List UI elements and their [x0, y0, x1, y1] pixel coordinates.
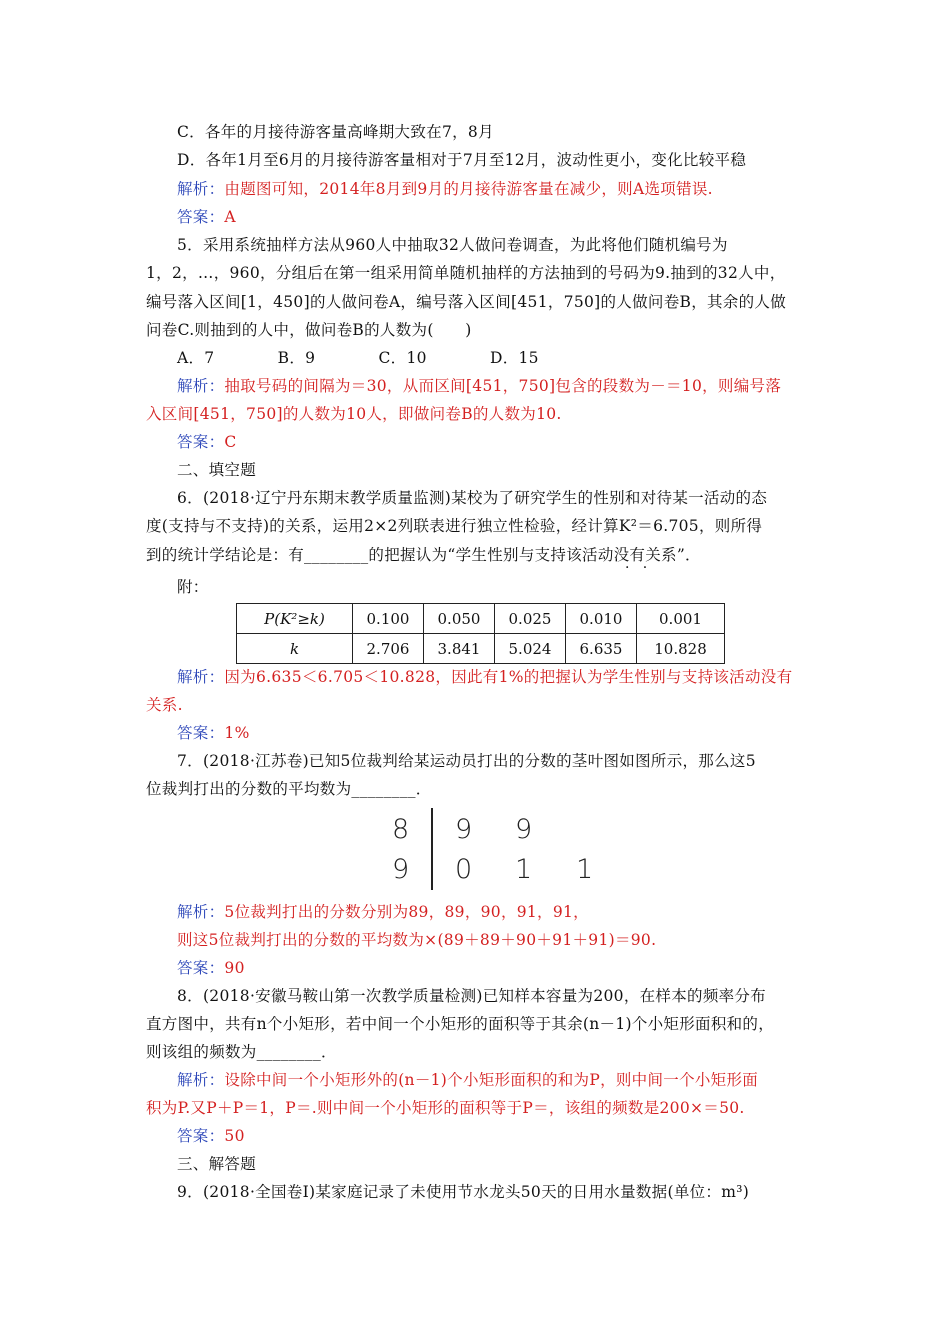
q5-solution-2: 入区间[451，750]的人数为10人，即做问卷B的人数为10.	[146, 405, 562, 423]
table-cell: 10.828	[637, 634, 725, 664]
answer-label: 答案：	[177, 959, 225, 977]
solution-label: 解析：	[177, 1071, 225, 1089]
leaf-value: 9	[455, 814, 473, 845]
q5-line-1: 5．采用系统抽样方法从960人中抽取32人做问卷调查，为此将他们随机编号为	[177, 236, 728, 254]
q8-line-2: 直方图中，共有n个小矩形，若中间一个小矩形的面积等于其余(n－1)个小矩形面积和的，	[146, 1015, 775, 1033]
q7-solution-1	[177, 902, 589, 922]
table-cell: 0.100	[353, 604, 424, 634]
q6-solution-1	[177, 667, 792, 687]
q7-line-2: 位裁判打出的分数的平均数为________．	[146, 780, 432, 798]
stem-divider	[431, 808, 433, 890]
solution-label: 解析：	[177, 377, 225, 395]
q8-solution-1	[177, 1070, 758, 1090]
table-cell: 0.050	[424, 604, 495, 634]
table-cell: k	[237, 634, 353, 664]
table-cell: 3.841	[424, 634, 495, 664]
q5-options: A．7 B．9 C．10 D．15	[177, 349, 539, 367]
q8-answer	[177, 1126, 245, 1146]
q6-line-2: 度(支持与不支持)的关系，运用2×2列联表进行独立性检验，经计算K²＝6.705，则所得	[146, 517, 763, 535]
c-option: C．各年的月接待游客量高峰期大致在7，8月	[177, 123, 494, 141]
table-cell: 6.635	[566, 634, 637, 664]
q7-answer	[177, 958, 245, 978]
table-cell: 2.706	[353, 634, 424, 664]
leaf-value: 9	[515, 814, 533, 845]
table-cell: 0.010	[566, 604, 637, 634]
table-cell: 5.024	[495, 634, 566, 664]
q6-appendix: 附：	[177, 578, 209, 596]
q4-answer	[177, 207, 236, 227]
answer-value: 90	[224, 959, 245, 977]
answer-label: 答案：	[177, 208, 225, 226]
q8-line-3: 则该组的频数为________．	[146, 1043, 337, 1061]
answer-label: 答案：	[177, 433, 225, 451]
answer-value: 1%	[224, 724, 250, 742]
critical-value-table	[236, 603, 725, 664]
q7-solution-2: 则这5位裁判打出的分数的平均数为×(89＋89＋90＋91＋91)＝90.	[177, 931, 657, 949]
solution-text: 设除中间一个小矩形外的(n－1)个小矩形面积的和为P，则中间一个小矩形面	[224, 1071, 759, 1089]
q5-line-2: 1，2，…，960，分组后在第一组采用简单随机抽样的方法抽到的号码为9.抽到的32人中，	[146, 264, 786, 282]
q7-line-1: 7．(2018·江苏卷)已知5位裁判给某运动员打出的分数的茎叶图如图所示，那么这5	[177, 752, 756, 770]
q8-solution-2: 积为P.又P＋P＝1，P＝.则中间一个小矩形的面积等于P＝，该组的频数是200×＝50.	[146, 1099, 745, 1117]
leaf-value: 1	[576, 854, 594, 885]
d-option: D．各年1月至6月的月接待游客量相对于7月至12月，波动性更小，变化比较平稳	[177, 151, 747, 169]
q5-line-3: 编号落入区间[1，450]的人做问卷A，编号落入区间[451，750]的人做问卷B，其余的人做	[146, 293, 786, 311]
answer-value: C	[224, 433, 237, 451]
solution-text: 抽取号码的间隔为＝30，从而区间[451，750]包含的段数为－＝10，则编号落	[224, 377, 782, 395]
q5-line-4: 问卷C.则抽到的人中，做问卷B的人数为( )	[146, 321, 472, 339]
answer-value: A	[224, 208, 236, 226]
q6-solution-2: 关系.	[146, 696, 183, 714]
table-row	[237, 604, 725, 634]
q9-line-1: 9．(2018·全国卷Ⅰ)某家庭记录了未使用节水龙头50天的日用水量数据(单位：m³)	[177, 1183, 750, 1201]
solution-text: 由题图可知，2014年8月到9月的月接待游客量在减少，则A选项错误.	[224, 180, 713, 198]
leaf-value: 0	[455, 854, 473, 885]
answer-label: 答案：	[177, 1127, 225, 1145]
emphasis-dots: · ·	[625, 560, 648, 576]
q6-answer	[177, 723, 250, 743]
q6-line-1: 6．(2018·辽宁丹东期末教学质量监测)某校为了研究学生的性别和对待某一活动的态	[177, 489, 768, 507]
table-cell: P(K²≥k)	[237, 604, 353, 634]
solution-text: 因为6.635＜6.705＜10.828，因此有1%的把握认为学生性别与支持该活动没有	[224, 668, 793, 686]
q4-solution	[177, 179, 713, 199]
solution-text: 5位裁判打出的分数分别为89，89，90，91，91，	[224, 903, 589, 921]
q5-answer	[177, 432, 237, 452]
table-cell: 0.001	[637, 604, 725, 634]
answer-label: 答案：	[177, 724, 225, 742]
solution-label: 解析：	[177, 180, 225, 198]
stem-value: 8	[392, 814, 410, 845]
solution-label: 解析：	[177, 903, 225, 921]
q8-line-1: 8．(2018·安徽马鞍山第一次教学质量检测)已知样本容量为200，在样本的频率分布	[177, 987, 767, 1005]
stem-value: 9	[392, 854, 410, 885]
table-row	[237, 634, 725, 664]
answer-value: 50	[224, 1127, 245, 1145]
section-fill-in: 二、填空题	[177, 461, 257, 479]
table-cell: 0.025	[495, 604, 566, 634]
solution-label: 解析：	[177, 668, 225, 686]
q6-line-3: 到的统计学结论是：有________的把握认为“学生性别与支持该活动没有关系”．	[146, 546, 701, 564]
leaf-value: 1	[515, 854, 533, 885]
section-answer: 三、解答题	[177, 1155, 257, 1173]
q5-solution-1	[177, 376, 781, 396]
